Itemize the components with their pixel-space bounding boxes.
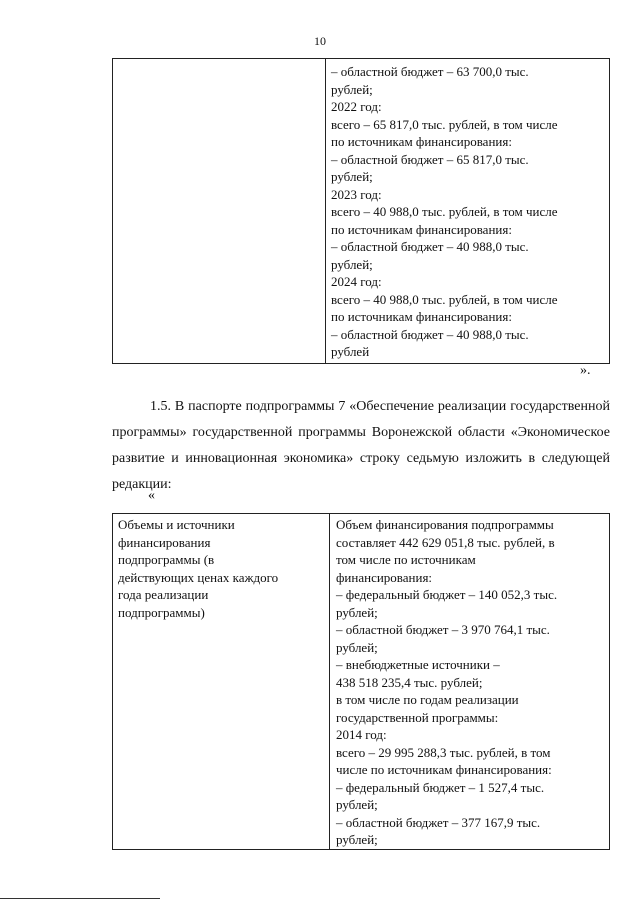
financing-label-text xyxy=(118,516,325,621)
text-line: рублей; xyxy=(331,256,373,272)
text-line: – областной бюджет – 377 167,9 тыс. xyxy=(336,814,541,830)
text-line: всего – 29 995 288,3 тыс. рублей, в том xyxy=(336,744,551,760)
text-line: Объемы и источники xyxy=(118,517,235,532)
financing-table xyxy=(112,513,610,850)
footnote-divider xyxy=(0,898,160,899)
amendment-paragraph xyxy=(112,394,610,498)
financing-table-continued xyxy=(112,58,610,364)
text-line: – областной бюджет – 40 988,0 тыс. xyxy=(331,326,529,342)
text-line: – областной бюджет – 40 988,0 тыс. xyxy=(331,239,529,254)
text-line: 2024 год: xyxy=(331,274,382,289)
text-line: по источникам финансирования: xyxy=(331,221,512,237)
financing-values-text xyxy=(331,63,605,361)
text-line: финансирования: xyxy=(336,569,433,585)
text-line: финансирования xyxy=(118,534,211,550)
text-line: рублей; xyxy=(336,639,378,655)
text-line: 438 518 235,4 тыс. рублей; xyxy=(336,674,483,690)
text-line: рублей; xyxy=(331,169,373,184)
text-line: государственной программы: xyxy=(336,709,499,725)
text-line: – внебюджетные источники – xyxy=(336,657,500,672)
text-line: рублей; xyxy=(336,797,378,812)
text-line: рублей xyxy=(331,344,370,359)
text-line: 2022 год: xyxy=(331,99,382,114)
text-line: действующих ценах каждого xyxy=(118,569,279,585)
financing-values-text xyxy=(336,516,605,849)
opening-quote: « xyxy=(148,488,155,503)
text-line: числе по источникам финансирования: xyxy=(336,762,552,777)
text-line: рублей; xyxy=(331,81,373,97)
text-line: подпрограммы) xyxy=(118,604,205,620)
text-line: подпрограммы (в xyxy=(118,552,215,567)
table-cell-label xyxy=(113,514,330,850)
text-line: всего – 40 988,0 тыс. рублей, в том числе xyxy=(331,291,558,307)
text-line: – федеральный бюджет – 1 527,4 тыс. xyxy=(336,779,545,795)
text-line: всего – 65 817,0 тыс. рублей, в том числе xyxy=(331,116,558,132)
text-line: рублей; xyxy=(336,832,378,847)
text-line: по источникам финансирования: xyxy=(331,134,512,149)
text-line: года реализации xyxy=(118,587,209,602)
text-line: рублей; xyxy=(336,604,378,620)
text-line: – областной бюджет – 3 970 764,1 тыс. xyxy=(336,622,550,637)
text-line: 2023 год: xyxy=(331,186,382,202)
text-line: – областной бюджет – 63 700,0 тыс. xyxy=(331,64,529,79)
table-cell-financing-values xyxy=(326,59,610,364)
closing-quote: ». xyxy=(580,363,591,378)
text-line: – областной бюджет – 65 817,0 тыс. xyxy=(331,151,529,167)
text-line: – федеральный бюджет – 140 052,3 тыс. xyxy=(336,587,558,602)
text-line: том числе по источникам xyxy=(336,552,476,567)
paragraph-text: 1.5. В паспорте подпрограммы 7 «Обеспечение реализации государственной программы» государственной программы Воронежской области «Экономическое развитие и инновационная экономика» строку седьмую изложить в следующей редакции: xyxy=(112,399,610,492)
text-line: 2014 год: xyxy=(336,727,387,742)
text-line: в том числе по годам реализации xyxy=(336,692,519,707)
text-line: всего – 40 988,0 тыс. рублей, в том числе xyxy=(331,204,558,219)
text-line: по источникам финансирования: xyxy=(331,309,512,324)
table-cell-label-empty xyxy=(113,59,326,364)
text-line: составляет 442 629 051,8 тыс. рублей, в xyxy=(336,534,555,550)
table-cell-financing-values xyxy=(330,514,610,850)
text-line: Объем финансирования подпрограммы xyxy=(336,517,554,532)
page-number: 10 xyxy=(314,34,326,48)
